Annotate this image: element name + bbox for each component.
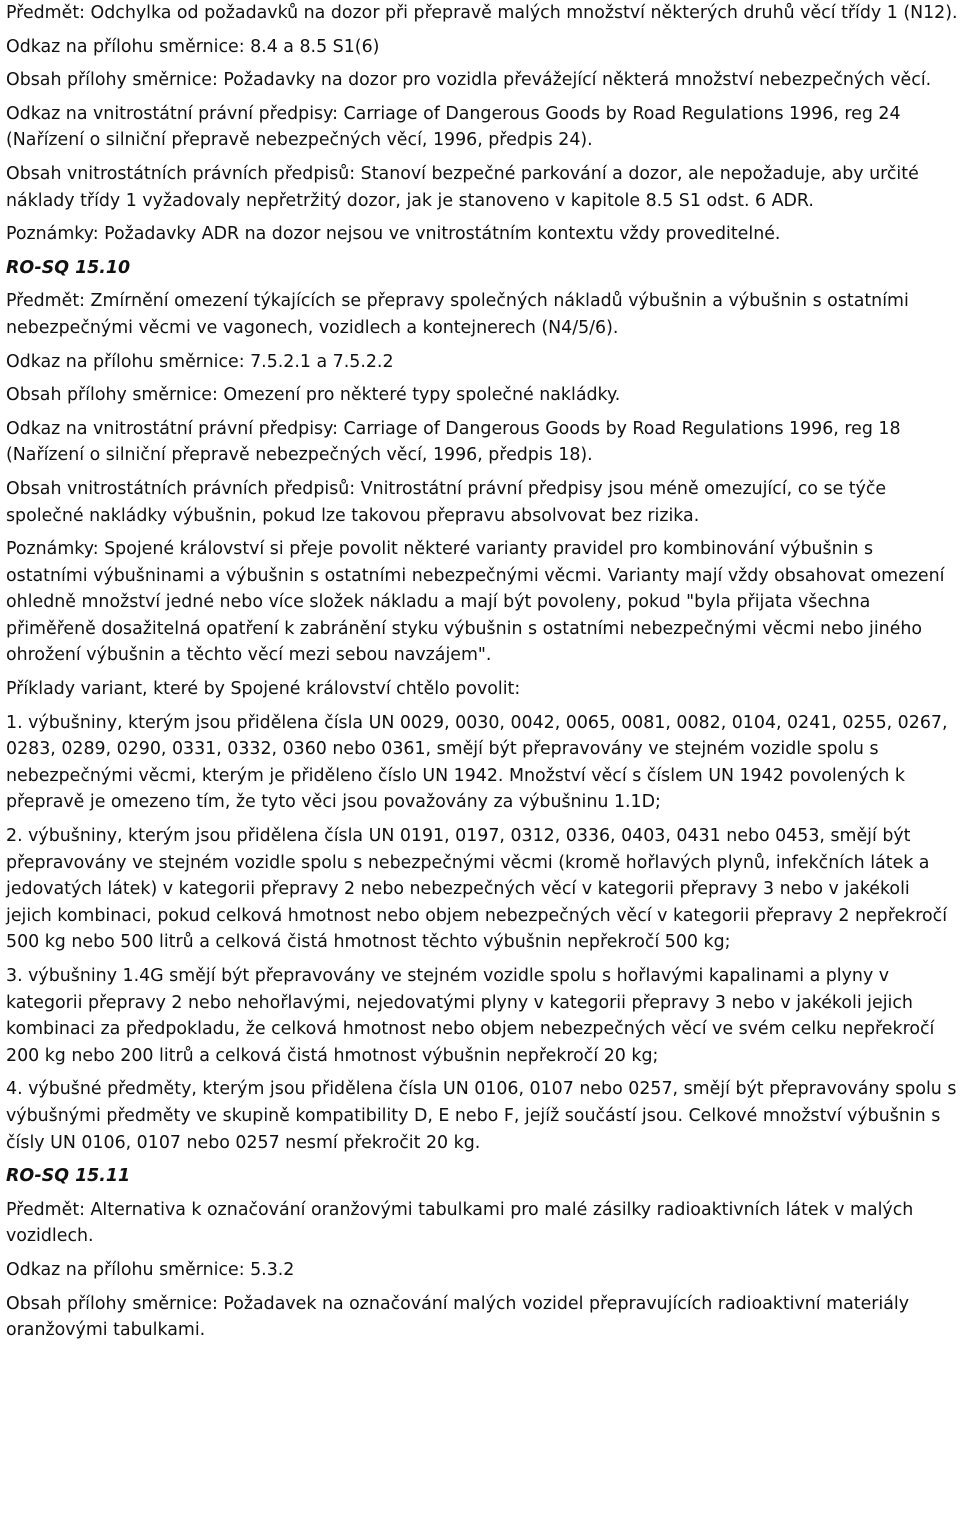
section-ro-sq-15-10: [6, 255, 958, 1156]
annex-reference: Odkaz na přílohu směrnice: 7.5.2.1 a 7.5.2.2: [6, 351, 394, 372]
subject-text: Předmět: Alternativa k označování oranžovými tabulkami pro malé zásilky radioaktivních látek v malých vozidlech.: [6, 1199, 914, 1247]
annex-content: Obsah přílohy směrnice: Požadavek na označování malých vozidel přepravujících radioaktivní materiály oranžovými tabulkami.: [6, 1293, 910, 1341]
example-item: 4. výbušné předměty, kterým jsou přidělena čísla UN 0106, 0107 nebo 0257, smějí být přepravovány spolu s výbušnými předměty ve skupině kompatibility D, E nebo F, jejíž součástí jsou. Celkové množství výbušnin s čísly UN 0106, 0107 nebo 0257 nesmí překročit 20 kg.: [6, 1079, 957, 1153]
annex-content: Obsah přílohy směrnice: Omezení pro některé typy společné nakládky.: [6, 385, 621, 406]
national-law-content: Obsah vnitrostátních právních předpisů: Vnitrostátní právní předpisy jsou méně omezující, co se týče společné nakládky výbušnin, pokud lze takovou přepravu absolvovat bez rizika.: [6, 478, 887, 526]
section-heading: RO-SQ 15.11: [6, 1166, 131, 1187]
section-ro-sq-15-11: [6, 1163, 958, 1344]
examples-intro: Příklady variant, které by Spojené království chtělo povolit:: [6, 679, 521, 700]
example-item: 1. výbušniny, kterým jsou přidělena čísla UN 0029, 0030, 0042, 0065, 0081, 0082, 0104, 0241, 0255, 0267, 0283, 0289, 0290, 0331, 0332, 0360 nebo 0361, smějí být přepravovány ve stejném vozidle spolu s nebezpečnými věcmi, kterým je přiděleno číslo UN 1942. Množství věcí s číslem UN 1942 povolených k přepravě je omezeno tím, že tyto věci jsou považovány za výbušninu 1.1D;: [6, 712, 948, 813]
annex-reference: Odkaz na přílohu směrnice: 5.3.2: [6, 1259, 295, 1280]
subject-text: Předmět: Zmírnění omezení týkajících se přepravy společných nákladů výbušnin a výbušnin s ostatními nebezpečnými věcmi ve vagonech, vozidlech a kontejnerech (N4/5/6).: [6, 291, 909, 338]
example-item: 3. výbušniny 1.4G smějí být přepravovány ve stejném vozidle spolu s hořlavými kapalinami a plyny v kategorii přepravy 2 nebo nehořlavými, nejedovatými plyny v kategorii přepravy 3 nebo v jakékoli jejich kombinaci za předpokladu, že celková hmotnost nebo objem nebezpečných věcí ve svém celku nepřekročí 200 kg nebo 200 litrů a celková čistá hmotnost výbušnin nepřekročí 20 kg;: [6, 966, 935, 1066]
section-heading: RO-SQ 15.10: [6, 257, 131, 278]
section-n12: [6, 0, 958, 248]
notes-text: Poznámky: Spojené království si přeje povolit některé varianty pravidel pro kombinování výbušnin s ostatními výbušninami a výbušnin s ostatními nebezpečnými věcmi. Varianty mají vždy obsahovat omezení ohledně množství jedné nebo více složek nákladu a mají být povoleny, pokud "byla přijata všechna přiměřeně dosažitelná opatření k zabránění styku výbušnin s ostatními nebezpečnými věcmi nebo jiného ohrožení výbušnin a těchto věcí mezi sebou navzájem".: [6, 539, 945, 666]
national-law-content: Obsah vnitrostátních právních předpisů: Stanoví bezpečné parkování a dozor, ale nepožaduje, aby určité náklady třídy 1 vyžadovaly nepřetržitý dozor, jak je stanoveno v kapitole 8.5 S1 odst. 6 ADR.: [6, 163, 919, 211]
annex-reference: Odkaz na přílohu směrnice: 8.4 a 8.5 S1(6): [6, 36, 380, 57]
example-item: 2. výbušniny, kterým jsou přidělena čísla UN 0191, 0197, 0312, 0336, 0403, 0431 nebo 0453, smějí být přepravovány ve stejném vozidle spolu s nebezpečnými věcmi (kromě hořlavých plynů, infekčních látek a jedovatých látek) v kategorii přepravy 2 nebo nebezpečných věcí v kategorii přepravy 3 nebo v jakékoli jejich kombinaci, pokud celková hmotnost nebo objem nebezpečných věcí v kategorii přepravy 2 nepřekročí 500 kg nebo 500 litrů a celková čistá hmotnost těchto výbušnin nepřekročí 500 kg;: [6, 826, 948, 953]
subject-text: Předmět: Odchylka od požadavků na dozor při přepravě malých množství některých druhů věcí třídy 1 (N12).: [6, 3, 958, 23]
national-law-reference: Odkaz na vnitrostátní právní předpisy: Carriage of Dangerous Goods by Road Regulations 1996, reg 24 (Nařízení o silniční přepravě nebezpečných věcí, 1996, předpis 24).: [6, 103, 901, 151]
annex-content: Obsah přílohy směrnice: Požadavky na dozor pro vozidla převážející některá množství nebezpečných věcí.: [6, 70, 932, 91]
national-law-reference: Odkaz na vnitrostátní právní předpisy: Carriage of Dangerous Goods by Road Regulations 1996, reg 18 (Nařízení o silniční přepravě nebezpečných věcí, 1996, předpis 18).: [6, 418, 901, 466]
notes-text: Poznámky: Požadavky ADR na dozor nejsou ve vnitrostátním kontextu vždy proveditelné.: [6, 224, 781, 245]
document-page: [6, 0, 958, 1351]
